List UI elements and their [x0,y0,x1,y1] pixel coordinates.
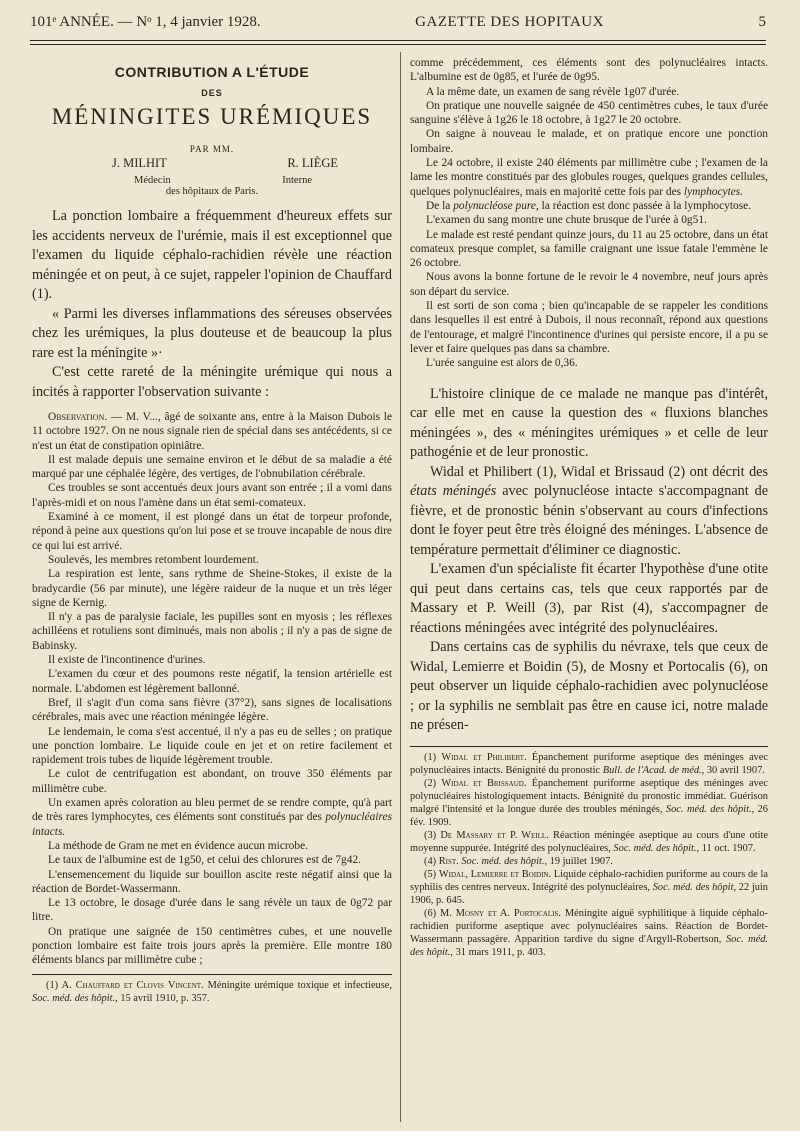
observation-paragraph: Bref, il s'agit d'un coma sans fièvre (37°2), sans signes de localisations cérébrales, mais avec une réaction méningée légère. [32,696,392,724]
footnotes-right [410,751,768,959]
footnote-tail: , 30 avril 1907. [701,764,765,776]
footnote-authors: Widal et Philibert. [441,751,527,763]
footnote [410,777,768,829]
footnote-journal: Soc. méd. des hôpit. [613,842,697,854]
footnote-number: (2) [424,777,442,789]
footnote [410,868,768,907]
running-header [30,14,766,38]
article-kicker: CONTRIBUTION A L'ÉTUDE [114,64,310,80]
journal-name: GAZETTE DES HOPITAUX [415,14,604,30]
footnote-rule [410,746,768,747]
right-column [410,56,768,959]
footnote-authors: De Massary et P. Weill. [440,829,549,841]
author-line [32,156,392,171]
author-1: J. MILHIT [112,156,167,170]
role-1: Médecin [134,175,171,186]
italic-run: polynucléaires intacts. [32,811,392,838]
observation-paragraph: Nous avons la bonne fortune de le revoir le 4 novembre, neuf jours après son départ du service. [410,271,768,298]
par-mm: PAR MM. [189,144,235,154]
observation-paragraph: Le 13 octobre, le dosage d'urée dans le sang révèle un taux de 0g72 par litre. [32,897,392,924]
footnote-authors: Widal et Brissaud. [441,777,527,789]
observation-paragraph: L'examen du sang montre une chute brusque de l'urée à 0g51. [426,214,707,227]
article-des: DES [201,88,223,98]
observation-paragraph [410,156,768,199]
text-run: Le 24 octobre, il existe 240 éléments par millimètre cube ; l'examen de la lame les montre constitués par des globules rouges, quelques grandes cellules, quelques polynucléaires, mais en majorité cette fois par des [410,157,768,198]
footnote-tail: , 31 mars 1911, p. 403. [450,946,546,958]
italic-run: polynucléose pure [453,199,536,212]
observation-paragraph: Il n'y a pas de paralysie faciale, les pupilles sont en myosis ; les réflexes achilléens et rotuliens sont diminués, mais non abolis ; il n'y a pas de signe de Babinsky. [32,611,392,652]
observation-paragraph: On pratique une saignée de 150 centimètres cubes, et une nouvelle ponction lombaire est faite trois jours après la première. Elle montre 180 éléments blancs par millimètre cube ; [32,925,392,967]
intro-text [32,207,392,402]
footnote-text: Épanchement puriforme aseptique des méninges avec polynucléaires intacts. Bénignité du pronostic [410,751,768,776]
observation-paragraph: Soulevés, les membres retombent lourdement. [48,553,259,566]
observation-paragraph [410,199,768,213]
observation-paragraph: Il est malade depuis une semaine environ et le début de sa maladie a été marqué par une céphalée légère, des vertiges, de l'obnubilation cérébrale. [32,453,392,481]
footnote-tail: , 11 oct. 1907. [696,842,756,854]
observation-paragraph: Ces troubles se sont accentués deux jours avant son entrée ; il a vomi dans l'après-midi et on nous l'amène dans un état semi-comateux. [32,482,392,509]
text-run: Widal et Philibert (1), Widal et Brissaud (2) ont décrit des [430,463,768,480]
text-run: De la [426,199,454,212]
footnote-tail: , 19 juillet 1907. [544,855,613,867]
footnote [410,829,768,855]
discussion-text [410,385,768,736]
discussion-paragraph: L'histoire clinique de ce malade ne manque pas d'intérêt, car elle met en cause la question des « fluxions blanches méningées », des « méningites urémiques » et celle de leur pathogénie et de leur pronostic. [410,385,768,461]
observation-paragraph: L'urée sanguine est alors de 0,36. [426,357,578,370]
footnote [32,979,392,1005]
footnote [410,907,768,959]
observation-paragraph: A la même date, un examen de sang révèle 1g07 d'urée. [426,85,680,98]
observation-paragraph: La respiration est lente, sans rythme de Sheine-Stokes, il existe de la bradycardie (56 par minute), une légère raideur de la nuque et un très léger signe de Kernig. [32,568,392,609]
footnote-authors: M. Mosny et A. Portocalis. [440,907,561,919]
header-rule-thin [30,44,766,45]
observation-paragraph: Le malade est resté pendant quinze jours, du 11 au 25 octobre, dans un état comateux presque complet, sa famille craignant une issue fatale l'emmène le 26 octobre. [410,228,768,270]
observation-opening: — M. V..., âgé de soixante ans, entre à la Maison Dubois le 11 octobre 1927. On ne nous signale rien de spécial dans ses antécédents, si ce n'est un état de constipation opiniâtre. [32,411,392,452]
footnote-number: (1) [424,751,442,763]
left-column [32,56,392,1005]
footnote-authors: Widal, Lemierre et Boidin. [438,868,552,880]
footnote [410,751,768,777]
discussion-paragraph: L'examen d'un spécialiste fit écarter l'hypothèse d'une otite qui peut dans certains cas, tels que ceux rapportés par de Massary et P. Weill (3), par Rist (4), s'accompagner de réactions méningées avec intégrité des polynucléaires. [410,561,768,636]
observation-paragraph: On pratique une nouvelle saignée de 450 centimètres cubes, le taux d'urée sanguine s'élève à 1g26 le 18 octobre, à 1g27 le 20 octobre. [410,99,768,127]
observation-paragraph: Il est sorti de son coma ; bien qu'incapable de se rappeler les conditions dans lesquelles il est entré à Dubois, il nous reconnaît, répond aux questions de l'entourage, et malgré l'incontinence d'urines qui persiste encore, il a pu se lever et faire quelques pas dans sa chambre. [410,300,768,355]
footnote-number: (6) [424,907,441,919]
article-title: MÉNINGITES URÉMIQUES [51,104,373,129]
observation-paragraph: Examiné à ce moment, il est plongé dans un état de torpeur profonde, répond à peine aux questions qu'on lui pose et se trouve incapable de nous dire ce qui lui est arrivé. [32,511,392,552]
role-2: Interne [282,175,312,186]
observation-text [32,410,392,968]
observation-paragraph [32,410,392,453]
footnote-rule [32,974,392,975]
discussion-paragraph [410,463,768,561]
footnote-journal: Soc. méd. des hôpit. [32,992,116,1004]
italic-run: états méningés [410,483,497,500]
footnote-text: Épanchement puriforme aseptique des méninges avec polynucléaires histologiquement intacts. Bénignité du pronostic immédiat. Guérison malgré l'intensité et la longue durée des troubles méningés, [410,777,768,815]
column-divider [400,52,401,1122]
footnotes-left [32,979,392,1005]
observation-continued [410,56,768,371]
issue-line: 101ᵉ ANNÉE. — Nᵒ 1, 4 janvier 1928. [30,14,261,30]
observation-paragraph: La méthode de Gram ne met en évidence aucun microbe. [48,839,308,852]
discussion-paragraph: Dans certains cas de syphilis du névraxe, tels que ceux de Widal, Lemierre et Boidin (5), de Mosny et Portocalis (6), on peut observer un liquide céphalo-rachidien avec polynucléose ; or la syphilis ne semblait pas être en cause ici, notre malade ne présen- [410,639,768,734]
header-rule [30,40,766,41]
observation-paragraph: On saigne à nouveau le malade, et on pratique encore une ponction lombaire. [410,128,768,155]
footnote-journal: Soc. méd. des hôpit. [410,933,768,958]
text-run: , la réaction est donc passée à la lymphocytose. [535,199,752,212]
footnote-number: (3) [424,829,441,841]
footnote-number: (1) A. [46,979,76,991]
footnote [410,855,768,868]
role-line [32,175,392,186]
footnote-number: (4) [424,855,439,867]
footnote-journal: Soc. méd. des hôpit. [461,855,545,867]
footnote-tail: , 22 juin 1906, p. 645. [410,881,768,906]
intro-paragraph: La ponction lombaire a fréquemment d'heureux effets sur les accidents nerveux de l'urémie, mais il est exceptionnel que l'examen du liquide céphalo-rachidien révèle une réaction méningée et on peut, à ce sujet, rappeler l'opinion de Chauffard (1). [32,208,392,302]
text-run: Un examen après coloration au bleu permet de se rendre compte, qu'à part de très rares lymphocytes, ces éléments sont constitués par des [32,797,392,824]
footnote-number: (5) [424,868,439,880]
footnote-journal: Soc. méd. des hôpit. [665,803,752,815]
intro-paragraph: « Parmi les diverses inflammations des séreuses observées chez les urémiques, la plus douteuse et de beaucoup la plus rare est la méningite »· [32,305,392,361]
observation-label: Observation. [48,411,108,423]
hospital-line: des hôpitaux de Paris. [165,186,259,197]
observation-paragraph: L'examen du cœur et des poumons reste négatif, la tension artérielle est normale. L'abdomen est légèrement ballonné. [32,668,392,695]
observation-paragraph: Le taux de l'albumine est de 1g50, et celui des chlorures est de 7g42. [48,854,361,867]
text-run: avec polynucléose intacte s'accompagnant de fièvre, et de pronostic bénin s'observant au cours d'infections dont le foyer peut être très éloigné des méninges. L'absence de température permettait d'éliminer ce diagnostic. [410,483,768,558]
observation-paragraph: L'ensemencement du liquide sur bouillon ascite reste négatif ainsi que la réaction de Bordet-Wassermann. [32,868,392,895]
footnote-authors: Rist. [438,855,459,867]
page-number: 5 [758,14,766,30]
observation-paragraph: Le culot de centrifugation est abondant, on trouve 350 éléments par millimètre cube. [32,768,392,795]
observation-paragraph: Il existe de l'incontinence d'urines. [48,654,206,667]
footnote-journal: Bull. de l'Acad. de méd. [602,764,702,776]
intro-paragraph: C'est cette rareté de la méningite urémique qui nous a incités à rapporter l'observation suivante : [32,364,392,400]
footnote-tail: , 15 avril 1910, p. 357. [115,992,210,1004]
footnote-text: Méningite urémique toxique et infectieuse, [203,979,392,991]
footnote-journal: Soc. méd. des hôpit [652,881,734,893]
observation-paragraph: Le lendemain, le coma s'est accentué, il n'y a pas eu de selles ; on pratique une ponction lombaire. Le liquide coule en jet et on retire facilement et rapidement trois tubes de liquide légèrement trouble. [32,725,392,767]
observation-paragraph [32,796,392,839]
footnote-authors: Chauffard et Clovis Vincent. [75,979,204,991]
footnote-tail: , 26 fév. 1909. [410,803,768,828]
author-2: R. LIÈGE [287,156,338,170]
observation-paragraph: comme précédemment, ces éléments sont des polynucléaires intacts. L'albumine est de 0g85, et l'urée de 0g95. [410,57,768,84]
italic-run: lymphocytes. [683,185,744,198]
footnote-text: Réaction méningée aseptique au cours d'une otite moyenne suppurée. Intégrité des polynucléaires, [410,829,768,854]
footnote-text: Méningite aiguë syphilitique à liquide céphalo-rachidien puriforme aseptique avec polynucléaires sains. Réaction de Bordet-Wassermann passagère. Apparition tardive du signe d'Argyll-Robertson, [410,907,768,945]
footnote-text: Liquide céphalo-rachidien puriforme au cours de la syphilis des centres nerveux. Intégrité des polynucléaires, [410,868,769,893]
